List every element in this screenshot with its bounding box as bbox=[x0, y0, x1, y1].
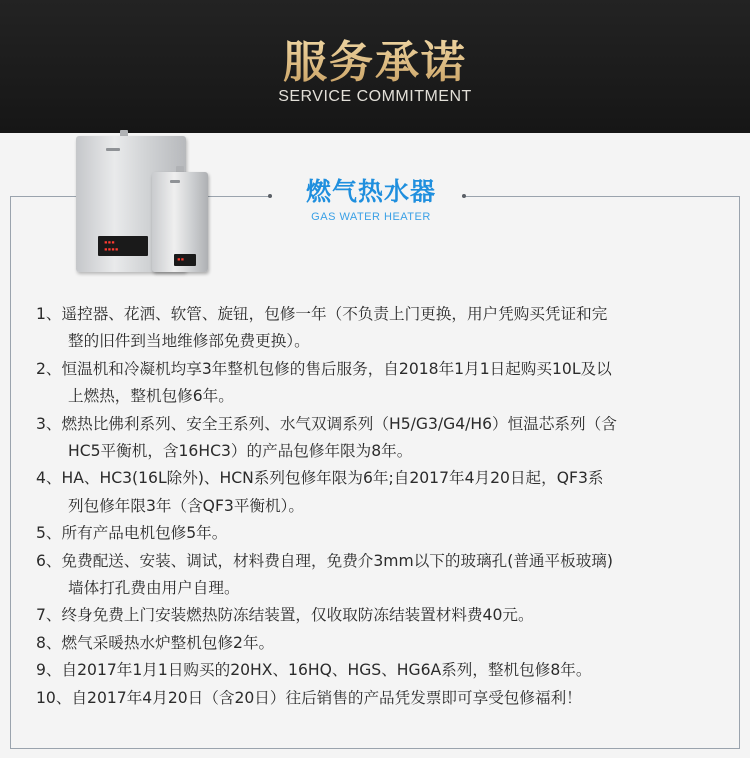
list-item bbox=[36, 602, 726, 629]
item-number: 2、 bbox=[36, 359, 62, 378]
item-number: 10、 bbox=[36, 688, 72, 707]
item-number: 5、 bbox=[36, 524, 62, 543]
item-number: 4、 bbox=[36, 469, 62, 488]
item-text: 免费配送、安装、调试，材料费自理，免费介3mm以下的玻璃孔(普通平板玻璃) bbox=[61, 551, 613, 570]
service-terms-list bbox=[36, 301, 726, 712]
item-text: 燃气采暖热水炉整机包修2年。 bbox=[61, 633, 275, 652]
item-text-continued: 上燃热，整机包修6年。 bbox=[68, 387, 234, 406]
brand-logo-mark bbox=[106, 148, 120, 151]
item-text-continued: 列包修年限3年（含QF3平衡机）。 bbox=[68, 496, 305, 515]
item-number: 1、 bbox=[36, 305, 62, 323]
item-number: 3、 bbox=[36, 414, 62, 433]
item-text: 所有产品电机包修5年。 bbox=[61, 524, 228, 543]
list-item bbox=[36, 356, 726, 411]
list-item bbox=[36, 301, 726, 356]
list-item bbox=[36, 465, 726, 520]
divider-dot-left bbox=[268, 194, 272, 198]
list-item bbox=[36, 520, 726, 547]
page-subtitle: SERVICE COMMITMENT bbox=[278, 88, 472, 105]
list-item bbox=[36, 630, 726, 657]
item-text: 遥控器、花洒、软管、旋钮，包修一年（不负责上门更换，用户凭购买凭证和完 bbox=[61, 305, 608, 323]
list-item bbox=[36, 685, 726, 712]
item-text-continued: 墙体打孔费由用户自理。 bbox=[68, 579, 240, 598]
item-text: 终身免费上门安装燃热防冻结装置，仅收取防冻结装置材料费40元。 bbox=[61, 606, 534, 625]
water-heater-small bbox=[152, 172, 208, 272]
control-panel-small: ▪▪ bbox=[174, 254, 196, 266]
item-text: 自2017年4月20日（含20日）往后销售的产品凭发票即可享受包修福利！ bbox=[71, 688, 582, 707]
brand-logo-mark-small bbox=[170, 180, 180, 183]
item-number: 9、 bbox=[36, 661, 62, 680]
item-number: 7、 bbox=[36, 606, 62, 625]
item-text: HA、HC3(16L除外)、HCN系列包修年限为6年;自2017年4月20日起，QF3系 bbox=[61, 469, 604, 488]
section-title: 燃气热水器 bbox=[305, 177, 436, 206]
frame-top-right-line bbox=[462, 196, 739, 197]
control-panel: ▪▪▪ ▪▪▪▪ bbox=[98, 236, 148, 256]
list-item bbox=[36, 657, 726, 684]
divider-dot-right bbox=[462, 194, 466, 198]
header-banner bbox=[0, 0, 750, 133]
page-title: 服务承诺 bbox=[0, 26, 750, 90]
section-subtitle: GAS WATER HEATER bbox=[311, 211, 431, 223]
item-number: 6、 bbox=[36, 551, 62, 570]
item-text: 自2017年1月1日购买的20HX、16HQ、HGS、HG6A系列，整机包修8年。 bbox=[61, 661, 592, 680]
item-text-continued: HC5平衡机，含16HC3）的产品包修年限为8年。 bbox=[68, 442, 413, 461]
item-text: 燃热比佛利系列、安全王系列、水气双调系列（H5/G3/G4/H6）恒温芯系列（含 bbox=[61, 414, 617, 433]
item-number: 8、 bbox=[36, 633, 62, 652]
list-item bbox=[36, 548, 726, 603]
item-text-continued: 整的旧件到当地维修部免费更换）。 bbox=[68, 332, 310, 351]
list-item bbox=[36, 411, 726, 466]
item-text: 恒温机和冷凝机均享3年整机包修的售后服务，自2018年1月1日起购买10L及以 bbox=[61, 359, 612, 378]
